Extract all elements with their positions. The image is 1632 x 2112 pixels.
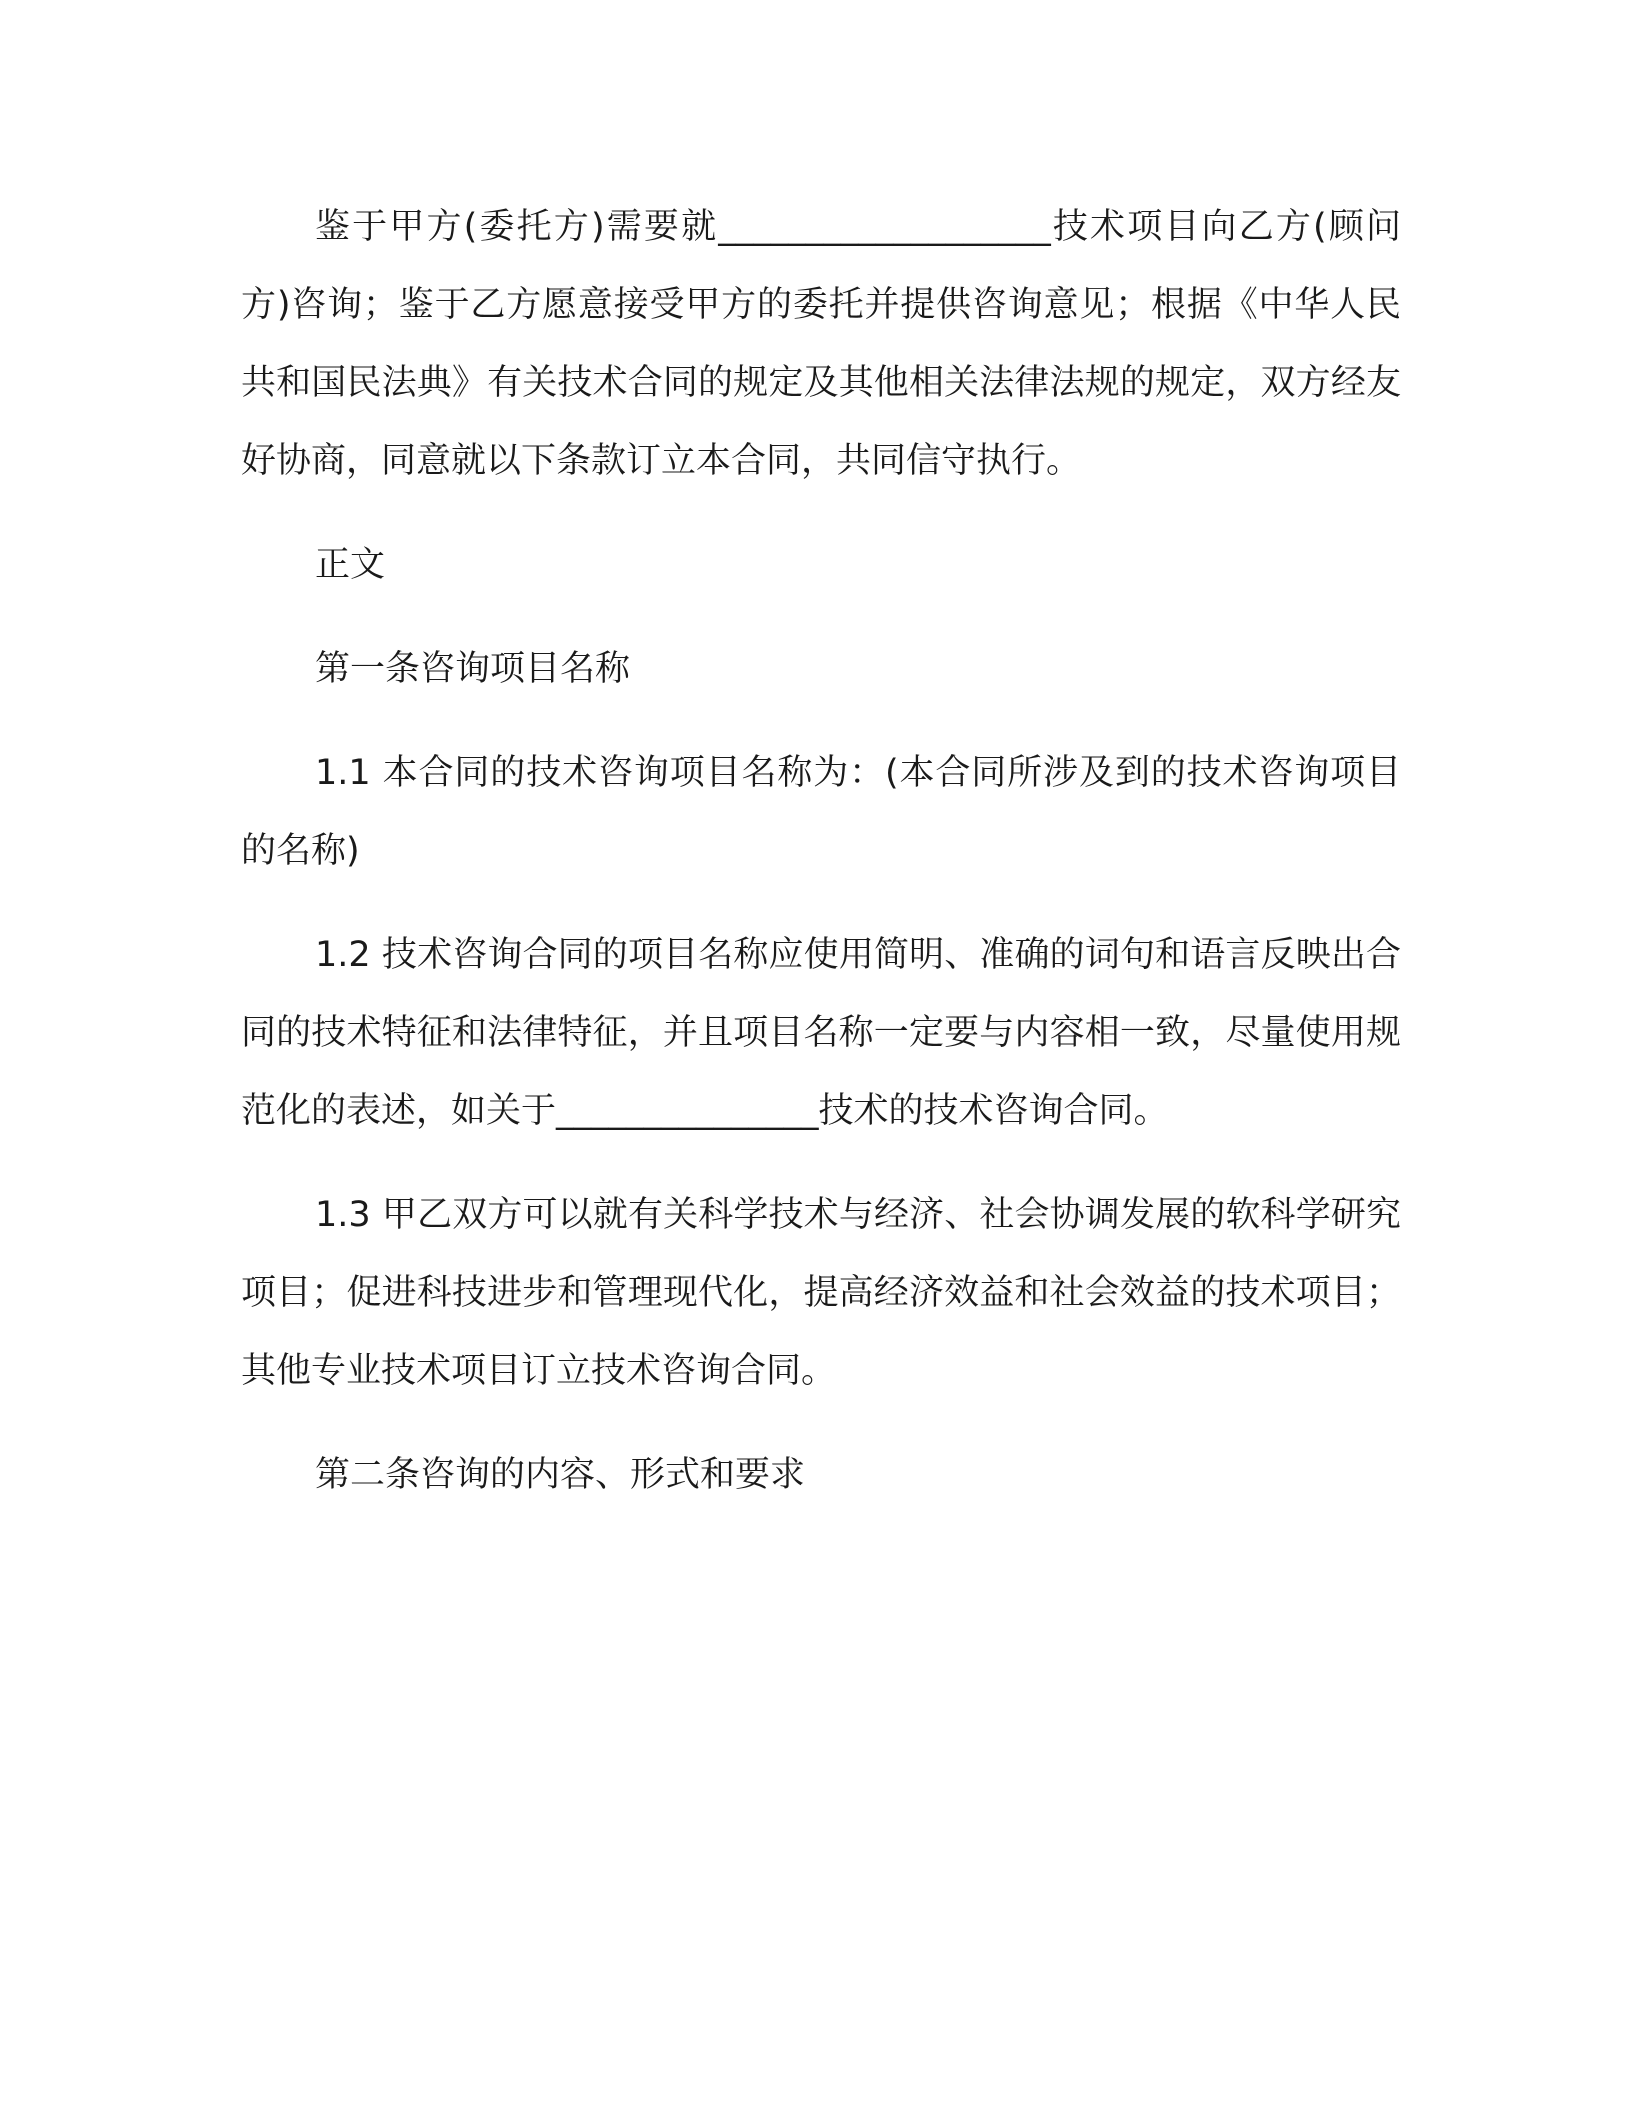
preamble-paragraph: 鉴于甲方(委托方)需要就___________________技术项目向乙方(顾问方)咨询；鉴于乙方愿意接受甲方的委托并提供咨询意见；根据《中华人民共和国民法典》有关技术合同的规定及其他相关法律法规的规定，双方经友好协商，同意就以下条款订立本合同，共同信守执行。 [241, 207, 1401, 481]
article-2-heading: 第二条咨询的内容、形式和要求 [315, 1455, 806, 1495]
section-heading-main-text: 正文 [315, 545, 386, 585]
article-1-heading: 第一条咨询项目名称 [315, 649, 631, 689]
clause-1-2: 1.2 技术咨询合同的项目名称应使用简明、准确的词句和语言反映出合同的技术特征和法律特征，并且项目名称一定要与内容相一致，尽量使用规范化的表述，如关于_______________技术的技术咨询合同。 [241, 935, 1401, 1131]
clause-1-3: 1.3 甲乙双方可以就有关科学技术与经济、社会协调发展的软科学研究项目；促进科技进步和管理现代化，提高经济效益和社会效益的技术项目；其他专业技术项目订立技术咨询合同。 [241, 1195, 1401, 1391]
clause-1-1: 1.1 本合同的技术咨询项目名称为：(本合同所涉及到的技术咨询项目的名称) [241, 753, 1401, 871]
document-body [241, 188, 1401, 1540]
